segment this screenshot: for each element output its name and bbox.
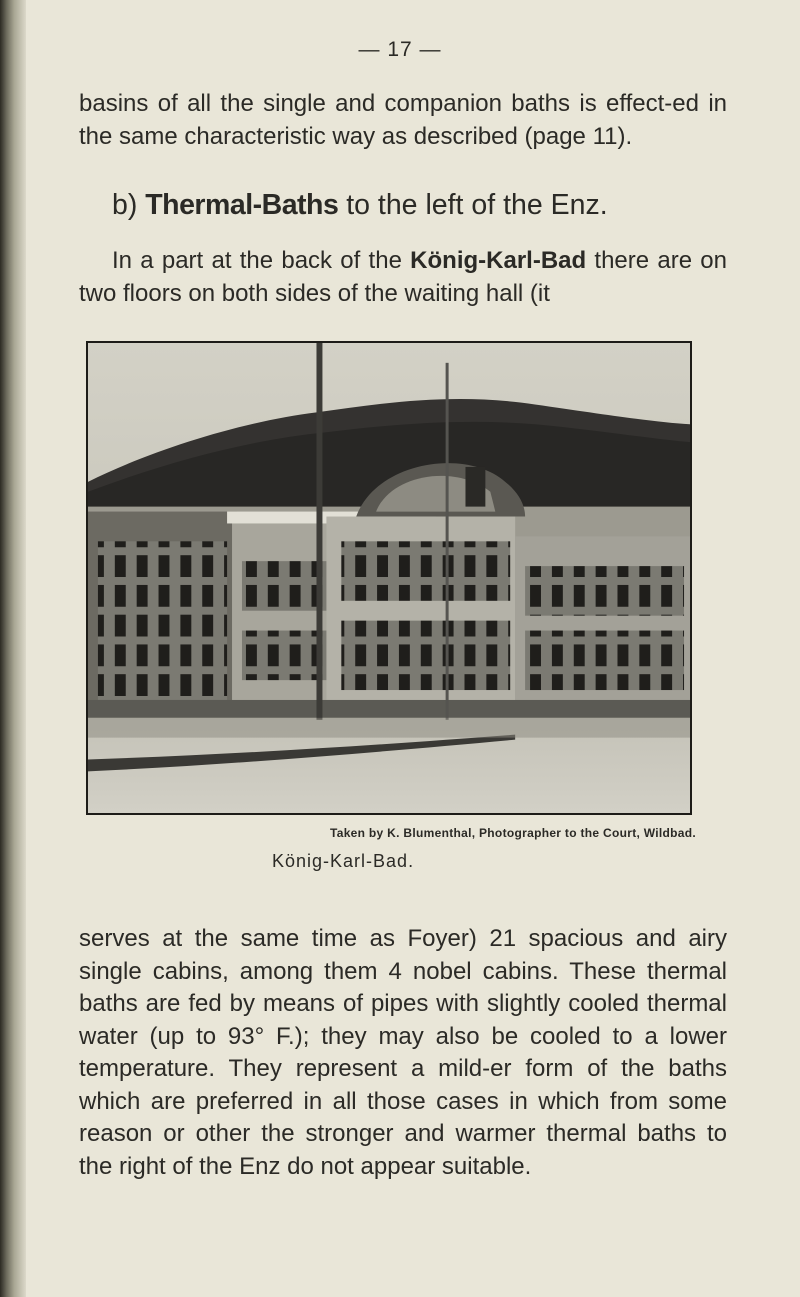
paragraph2-end: there are on two floors on both sides of the waiting hall (it: [79, 247, 728, 307]
paragraph-foyer: serves at the same time as Foyer) 21 spacious and airy single cabins, among them 4 nobel cabins. These thermal baths are fed by means of pipes with slightly cooled thermal water (up to 93° F.); they may also be cooled to a lower temperature. They represent a mild-er form of the baths which are preferred in all those cases in which from some reason or other the stronger and warmer thermal baths to the right of the Enz do not appear suitable.: [79, 925, 727, 1180]
heading-suffix: to the left of the Enz.: [338, 189, 608, 221]
paragraph-basins: basins of all the single and companion baths is effect-ed in the same characteristic way as described (page 11).: [79, 90, 727, 150]
photo-credit: Taken by K. Blumenthal, Photographer to the Court, Wildbad.: [330, 826, 697, 840]
paragraph2-start: In a part at the back of the: [112, 247, 411, 274]
section-heading: [112, 189, 608, 222]
paragraph2-bold: König-Karl-Bad: [410, 247, 587, 274]
building-photograph: [88, 343, 690, 813]
heading-bold: Thermal-Baths: [145, 189, 339, 221]
page-number: — 17 —: [358, 38, 442, 61]
heading-prefix: b): [112, 189, 146, 221]
konig-karl-bad-photo: [86, 341, 692, 815]
paragraph-back-part: [79, 245, 727, 310]
photo-caption: König-Karl-Bad.: [272, 851, 415, 871]
book-spine-shadow: [0, 0, 26, 1297]
